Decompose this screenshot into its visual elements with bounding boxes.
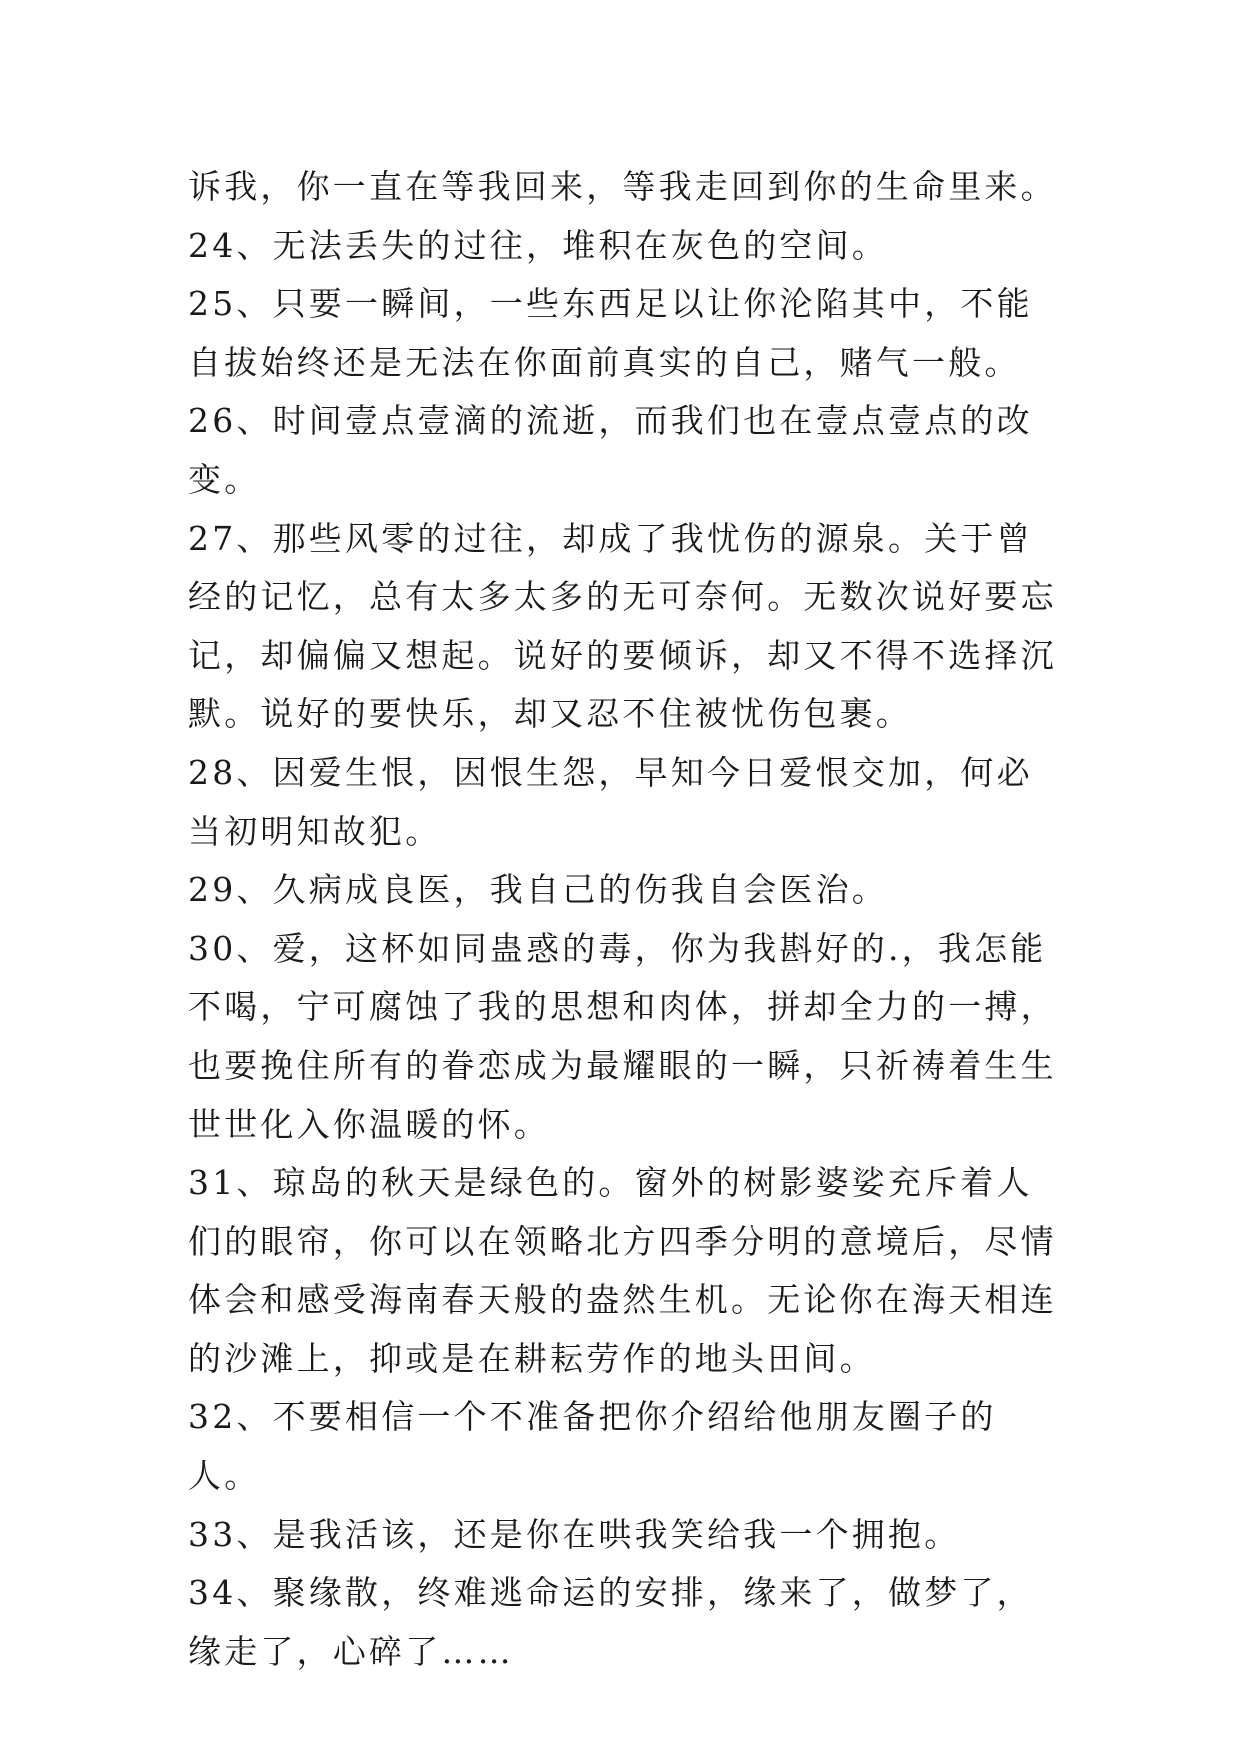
paragraph: 28、因爱生恨，因恨生怨，早知今日爱恨交加，何必当初明知故犯。 — [188, 752, 1033, 851]
paragraph: 30、爱，这杯如同蛊惑的毒，你为我斟好的.，我怎能不喝，宁可腐蚀了我的思想和肉体，拼却全力的一搏，也要挽住所有的眷恋成为最耀眼的一瞬，只祈祷着生生世世化入你温暖的怀。 — [188, 928, 1057, 1144]
paragraph: 31、琼岛的秋天是绿色的。窗外的树影婆娑充斥着人们的眼帘，你可以在领略北方四季分明的意境后，尽情体会和感受海南春天般的盎然生机。无论你在海天相连的沙滩上，抑或是在耕耘劳作的地头田间。 — [188, 1163, 1057, 1378]
paragraph: 34、聚缘散，终难逃命运的安排，缘来了，做梦了，缘走了，心碎了…… — [188, 1573, 1033, 1671]
paragraph: 24、无法丢失的过往，堆积在灰色的空间。 — [188, 225, 888, 265]
paragraph: 诉我，你一直在等我回来，等我走回到你的生命里来。 — [188, 167, 1057, 206]
document-body — [188, 158, 1068, 1681]
paragraph: 32、不要相信一个不准备把你介绍给他朋友圈子的人。 — [188, 1397, 997, 1496]
paragraph: 33、是我活该，还是你在哄我笑给我一个拥抱。 — [188, 1514, 961, 1554]
paragraph: 27、那些风零的过往，却成了我忧伤的源泉。关于曾经的记忆，总有太多太多的无可奈何。无数次说好要忘记，却偏偏又想起。说好的要倾诉，却又不得不选择沉默。说好的要快乐，却又忍不住被忧伤包裹。 — [188, 518, 1057, 734]
paragraph: 29、久病成良医，我自己的伤我自会医治。 — [188, 870, 888, 910]
paragraph: 25、只要一瞬间，一些东西足以让你沦陷其中，不能自拔始终还是无法在你面前真实的自己，赌气一般。 — [188, 284, 1033, 382]
paragraph: 26、时间壹点壹滴的流逝，而我们也在壹点壹点的改变。 — [188, 401, 1033, 499]
